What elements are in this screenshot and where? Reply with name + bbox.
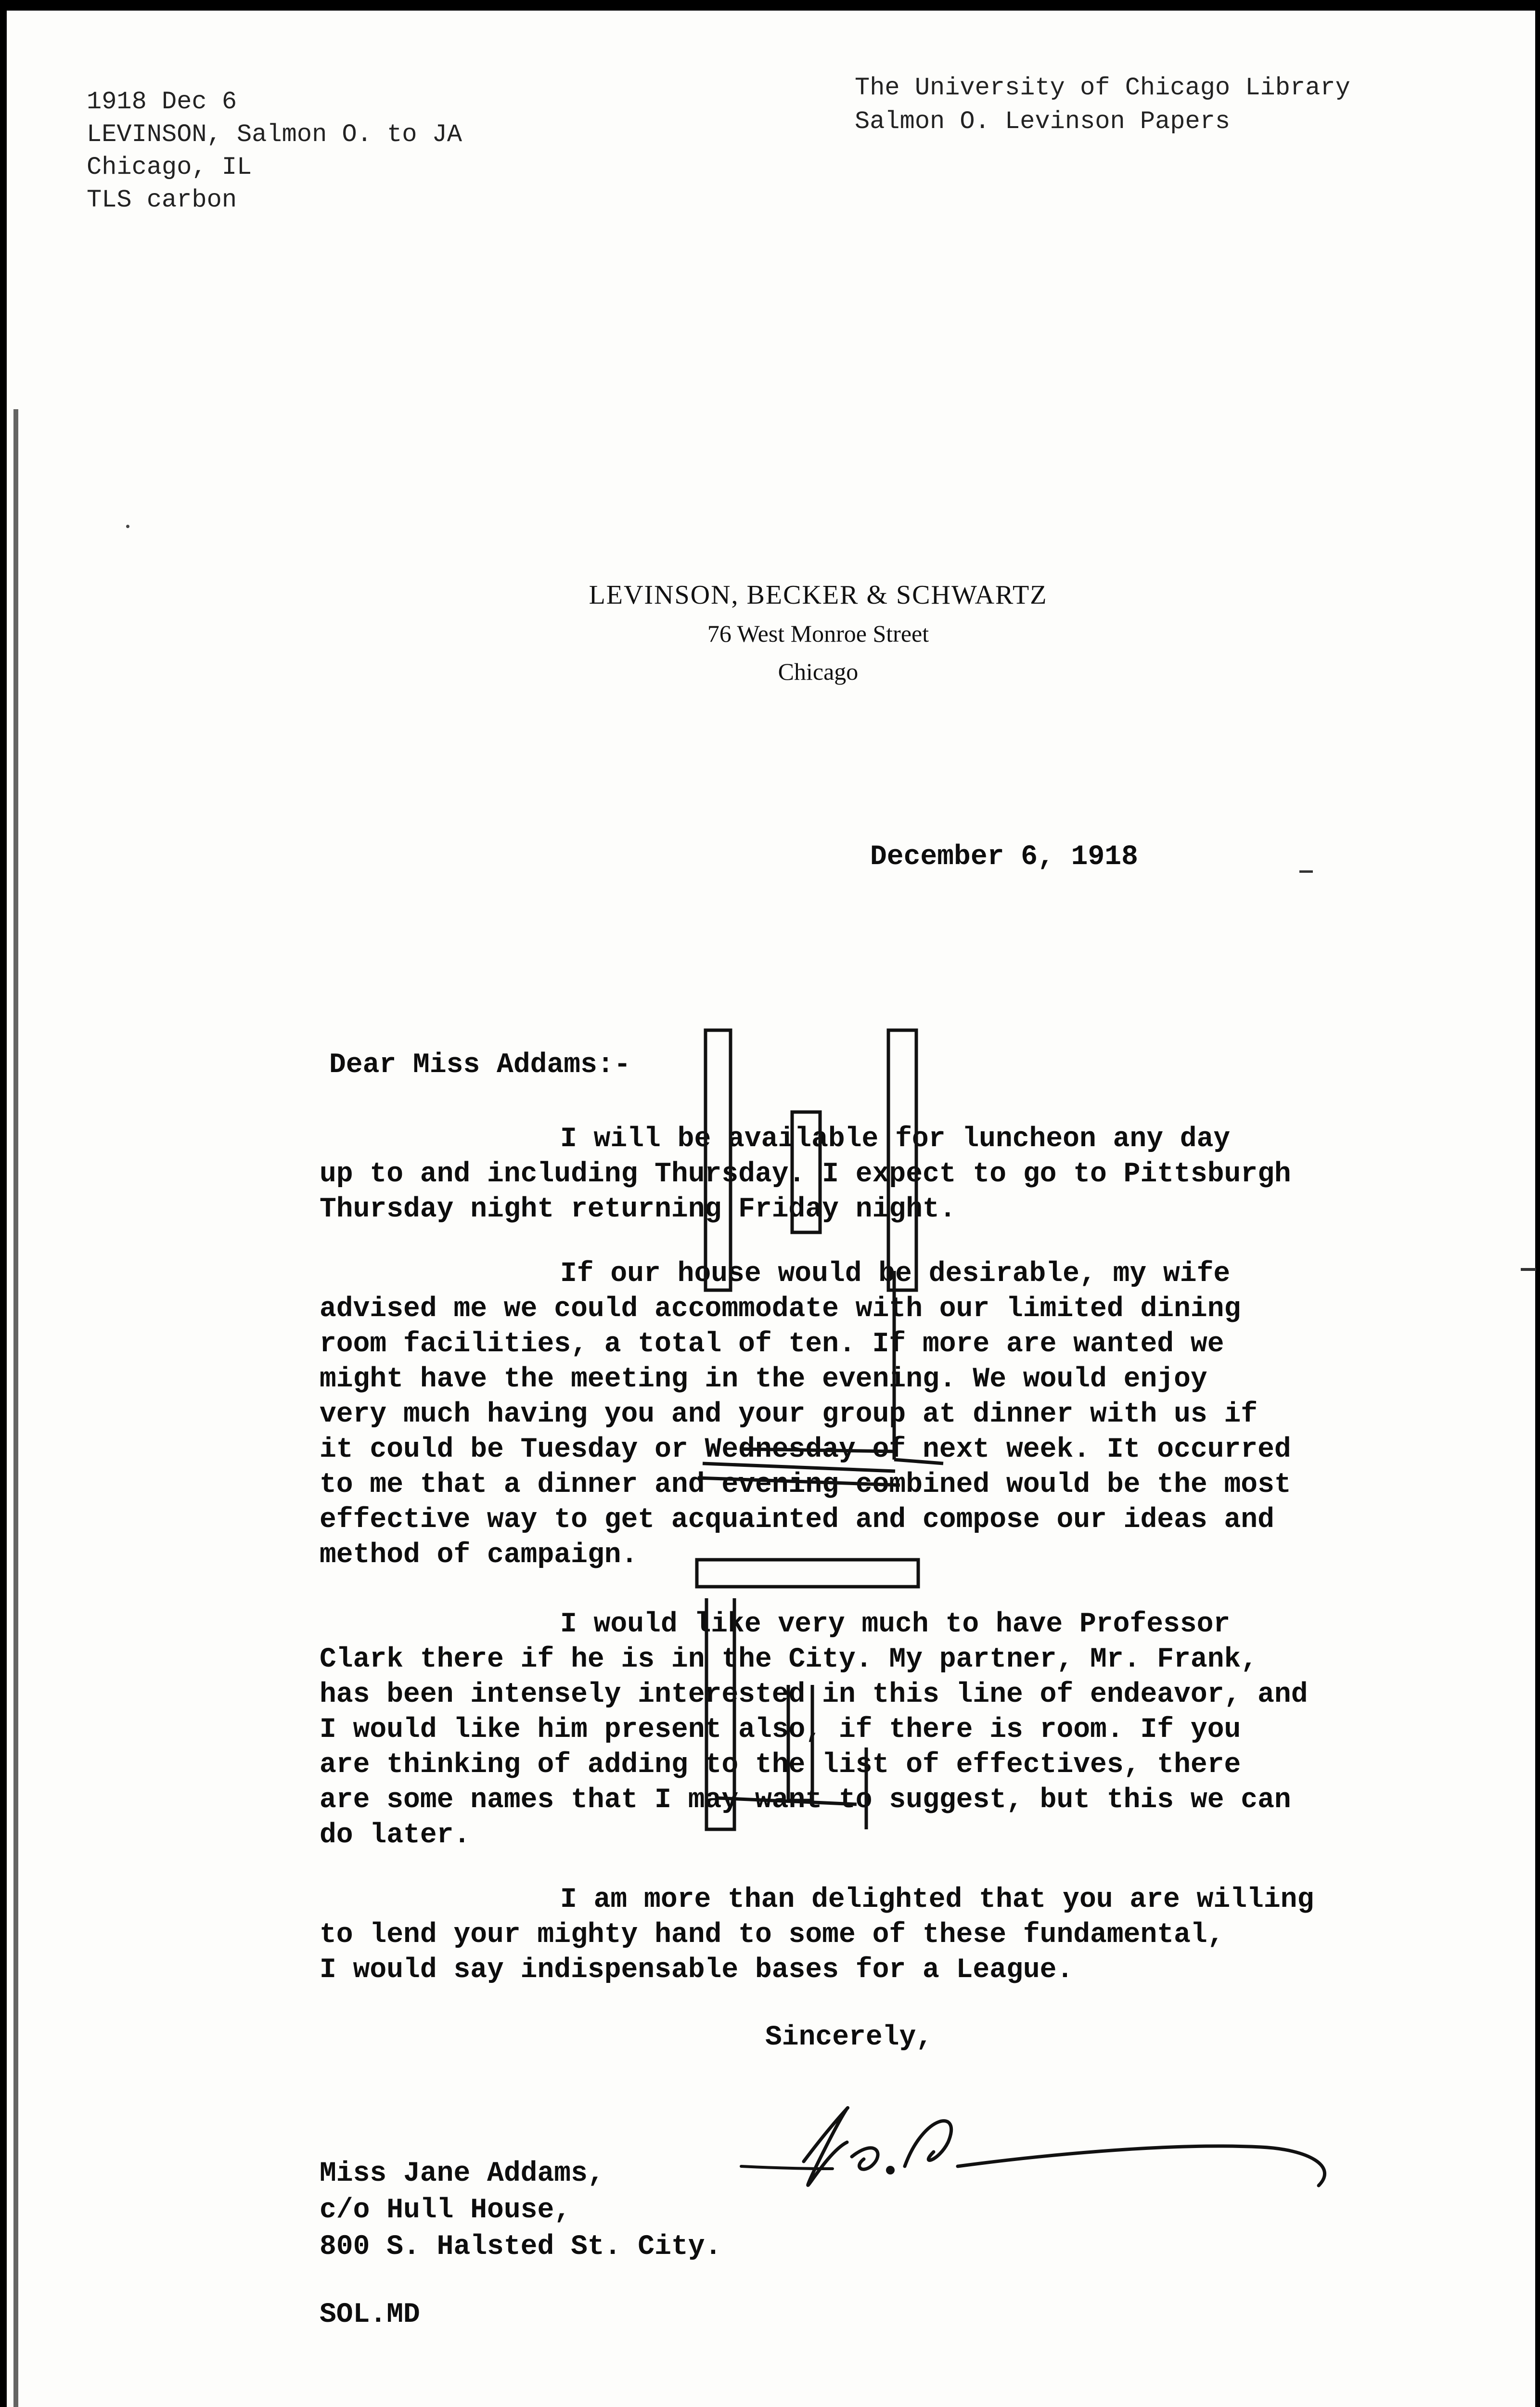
paragraph-1 [320,1122,1455,1227]
paragraph-3 [320,1607,1455,1853]
archive-library: The University of Chicago Library [855,74,1350,102]
letter-date: December 6, 1918 [870,841,1138,873]
archive-collection: Salmon O. Levinson Papers [855,107,1231,136]
scan-border-left [0,0,7,2407]
scan-speck [126,525,129,528]
handwritten-signature [732,2070,1367,2224]
paragraph-line: I would say indispensable bases for a League. [320,1954,1074,1986]
paragraph-line: Clark there if he is in the City. My partner, Mr. Frank, [320,1644,1258,1675]
paragraph-line: advised me we could accommodate with our limited dining [320,1294,1241,1325]
archive-format: TLS carbon [87,186,237,214]
addressee-block [320,2156,721,2265]
scan-speck [1521,1268,1536,1271]
salutation: Dear Miss Addams:- [329,1049,631,1081]
paragraph-2 [320,1256,1455,1573]
paragraph-line: If our house would be desirable, my wife [560,1258,1231,1290]
addressee-name: Miss Jane Addams, [320,2158,604,2189]
paragraph-line: very much having you and your group at dinner with us if [320,1399,1258,1430]
paragraph-line: effective way to get acquainted and compose our ideas and [320,1504,1274,1536]
paragraph-line: do later. [320,1820,471,1851]
paragraph-line: it could be Tuesday or Wednesday of next week. It occurred [320,1434,1291,1465]
paragraph-line: to lend your mighty hand to some of these fundamental, [320,1919,1224,1951]
archive-correspondents: LEVINSON, Salmon O. to JA [87,120,462,149]
addressee-street: 800 S. Halsted St. City. [320,2231,722,2263]
paragraph-line: are some names that I may want to suggest, but this we can [320,1785,1291,1816]
scan-speck [1299,870,1313,873]
scan-border-right [1535,0,1540,2407]
paragraph-line: method of campaign. [320,1540,638,1571]
archive-date: 1918 Dec 6 [87,88,237,116]
paragraph-line: to me that a dinner and evening combined would be the most [320,1469,1291,1501]
paragraph-line: I would like him present also, if there is room. If you [320,1714,1241,1746]
paragraph-line: I will be available for luncheon any day [560,1124,1231,1155]
reference-initials: SOL.MD [320,2299,420,2330]
closing: Sincerely, [765,2022,933,2053]
paragraph-line: room facilities, a total of ten. If more are wanted we [320,1329,1224,1360]
paragraph-line: has been intensely interested in this line of endeavor, and [320,1679,1308,1710]
archive-label-left [87,86,664,217]
binding-edge [13,409,18,2407]
paragraph-line: are thinking of adding to the list of effectives, there [320,1749,1241,1781]
letterhead [0,575,1540,691]
letterhead-address: 76 West Monroe Street [707,620,929,647]
letterhead-firm: LEVINSON, BECKER & SCHWARTZ [589,580,1048,610]
addressee-care-of: c/o Hull House, [320,2195,571,2226]
paragraph-line: I am more than delighted that you are willing [560,1884,1314,1915]
paragraph-line: up to and including Thursday. I expect to go to Pittsburgh [320,1159,1291,1190]
scan-border-top [0,0,1540,11]
letterhead-city: Chicago [778,658,859,685]
paragraph-4 [320,1882,1455,1988]
paragraph-line: I would like very much to have Professor [560,1609,1231,1640]
paragraph-line: might have the meeting in the evening. We would enjoy [320,1364,1207,1395]
paragraph-line: Thursday night returning Friday night. [320,1194,956,1225]
archive-place: Chicago, IL [87,153,252,181]
archive-label-right [855,71,1480,139]
